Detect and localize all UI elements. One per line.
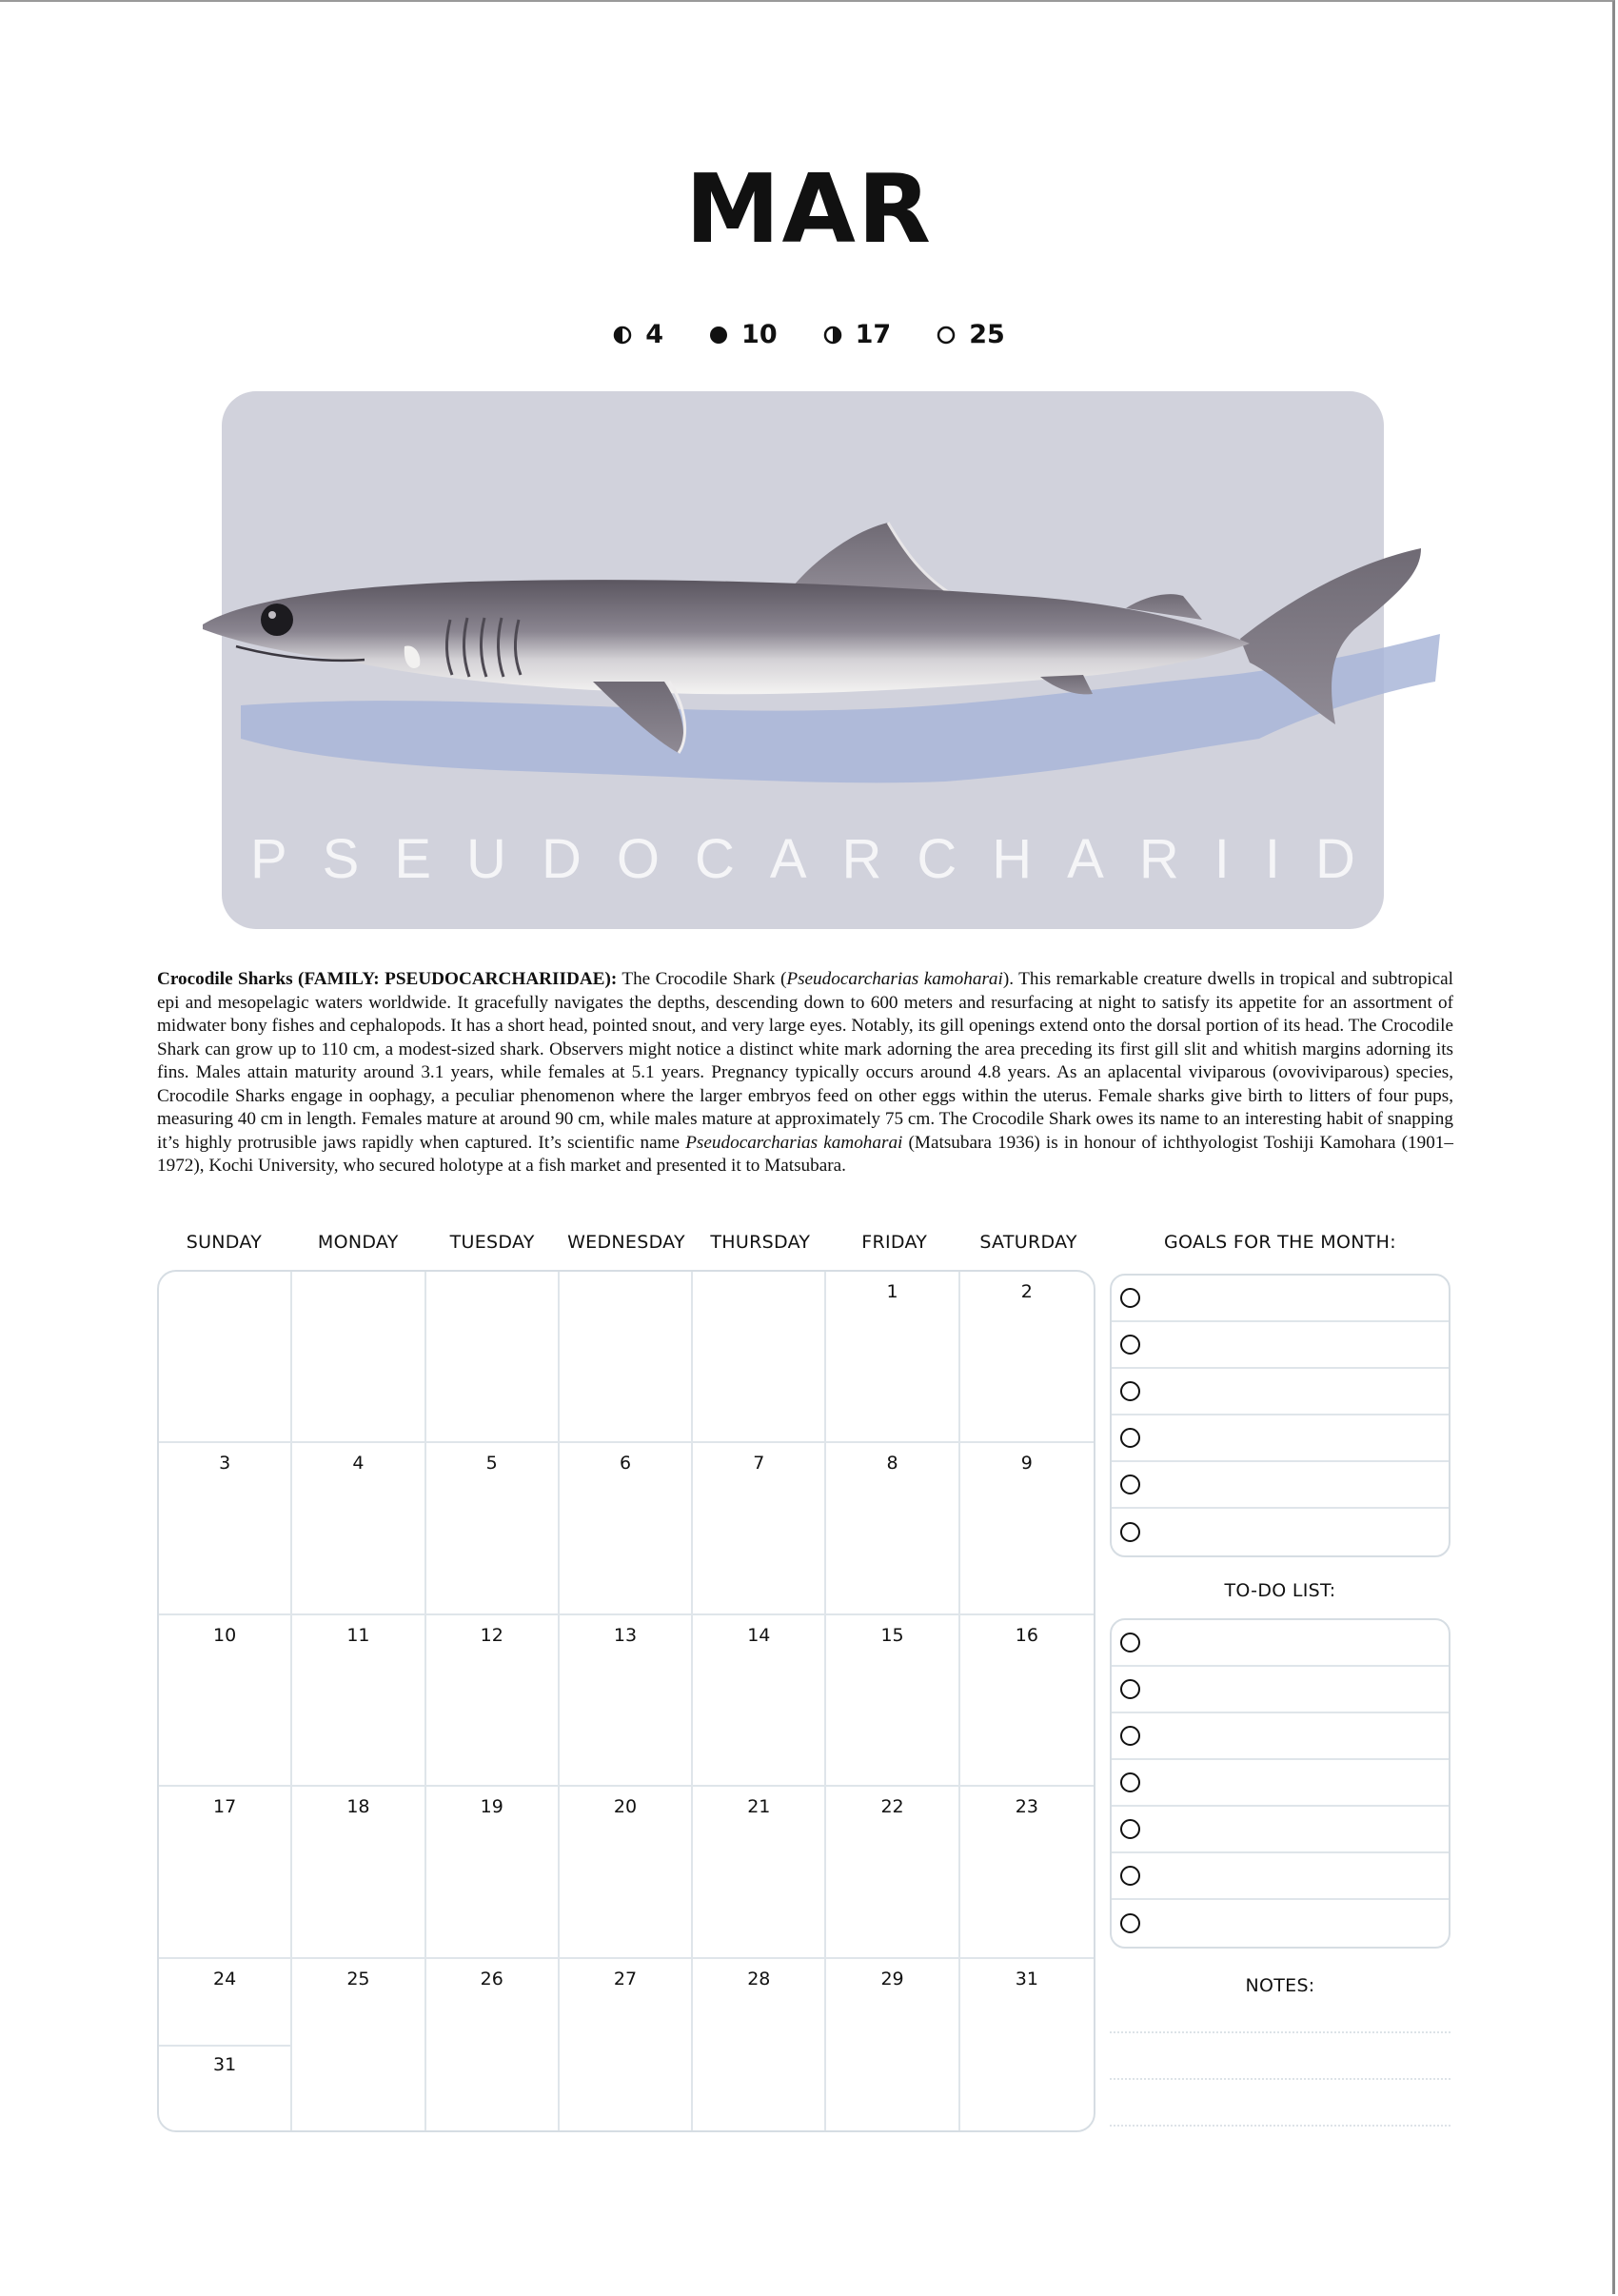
todo-row[interactable]	[1112, 1713, 1449, 1760]
calendar-day-cell[interactable]	[693, 1959, 826, 2130]
calendar-day-cell[interactable]	[960, 1272, 1094, 1443]
day-number: 2	[1020, 1281, 1033, 1302]
goal-row[interactable]	[1112, 1415, 1449, 1462]
calendar-day-cell[interactable]	[693, 1787, 826, 1958]
todo-title: TO-DO LIST:	[1224, 1580, 1336, 1601]
day-number: 31	[213, 2053, 237, 2075]
day-number: 31	[1015, 1968, 1038, 1989]
moon-phase-item	[613, 320, 663, 349]
calendar-day-cell[interactable]	[426, 1443, 560, 1614]
checkbox-circle-icon[interactable]	[1120, 1428, 1140, 1448]
day-number: 12	[480, 1624, 503, 1646]
calendar-grid	[157, 1270, 1095, 2132]
day-number: 15	[880, 1624, 904, 1646]
day-number: 18	[346, 1796, 370, 1818]
calendar-day-cell[interactable]	[826, 1272, 959, 1443]
day-number: 24	[213, 1968, 237, 1989]
weekday-label: WEDNESDAY	[567, 1232, 685, 1253]
checkbox-circle-icon[interactable]	[1120, 1288, 1140, 1308]
calendar-day-cell[interactable]	[560, 1443, 693, 1614]
calendar-day-cell[interactable]	[693, 1272, 826, 1443]
calendar-day-cell[interactable]	[960, 1443, 1094, 1614]
calendar-day-cell[interactable]	[560, 1615, 693, 1787]
moon-phase-day: 10	[741, 320, 778, 349]
full-moon-icon	[937, 326, 956, 345]
calendar-day-cell[interactable]	[426, 1959, 560, 2130]
day-number: 28	[747, 1968, 771, 1989]
calendar-day-cell[interactable]	[426, 1787, 560, 1958]
calendar-day-cell[interactable]	[159, 1272, 292, 1443]
goal-row[interactable]	[1112, 1276, 1449, 1322]
day-number: 19	[480, 1796, 503, 1818]
goal-row[interactable]	[1112, 1369, 1449, 1415]
checkbox-circle-icon[interactable]	[1120, 1726, 1140, 1746]
goal-row[interactable]	[1112, 1509, 1449, 1555]
day-number: 6	[619, 1453, 632, 1475]
cell-divider	[159, 2045, 290, 2047]
day-number: 23	[1015, 1796, 1038, 1818]
weekday-label: MONDAY	[317, 1232, 399, 1253]
checkbox-circle-icon[interactable]	[1120, 1633, 1140, 1653]
calendar-day-cell[interactable]	[960, 1615, 1094, 1787]
calendar-day-cell[interactable]	[292, 1787, 425, 1958]
checkbox-circle-icon[interactable]	[1120, 1772, 1140, 1792]
weekday-headers	[157, 1232, 1095, 1253]
calendar-day-cell[interactable]	[292, 1615, 425, 1787]
day-number: 29	[880, 1968, 904, 1989]
calendar-day-cell[interactable]	[693, 1443, 826, 1614]
checkbox-circle-icon[interactable]	[1120, 1866, 1140, 1886]
crocodile-shark-illustration	[165, 486, 1440, 801]
notes-line	[1110, 2078, 1450, 2080]
day-number: 22	[880, 1796, 904, 1818]
calendar-day-cell[interactable]	[159, 1959, 292, 2130]
hero-illustration	[222, 391, 1535, 929]
calendar-day-cell[interactable]	[292, 1272, 425, 1443]
notes-line	[1110, 2125, 1450, 2127]
species-name: Pseudocarcharias kamoharai	[786, 969, 1003, 989]
calendar-day-cell[interactable]	[159, 1443, 292, 1614]
day-number: 26	[480, 1968, 503, 1989]
day-number: 7	[753, 1453, 765, 1475]
day-number: 4	[352, 1453, 365, 1475]
checkbox-circle-icon[interactable]	[1120, 1819, 1140, 1839]
day-number: 27	[613, 1968, 638, 1989]
day-number: 5	[485, 1453, 498, 1475]
todo-row[interactable]	[1112, 1900, 1449, 1947]
calendar-day-cell[interactable]	[960, 1787, 1094, 1958]
day-number: 8	[886, 1453, 898, 1475]
description-text: (Matsubara 1936) is in honour of ichthyologist Toshiji Kamohara (1901–1972), Kochi University, who secured holotype at a fish market and presented it to Matsubara.	[157, 1132, 1453, 1176]
weekday-label: SATURDAY	[979, 1232, 1077, 1253]
day-number: 25	[346, 1968, 370, 1989]
todo-row[interactable]	[1112, 1667, 1449, 1713]
goal-row[interactable]	[1112, 1462, 1449, 1509]
checkbox-circle-icon[interactable]	[1120, 1913, 1140, 1933]
goals-title: GOALS FOR THE MONTH:	[1164, 1232, 1396, 1253]
todo-list	[1110, 1618, 1450, 1949]
calendar-day-cell[interactable]	[159, 1787, 292, 1958]
species-description	[157, 968, 1453, 1178]
day-number: 1	[886, 1281, 898, 1302]
description-heading: Crocodile Sharks (FAMILY: PSEUDOCARCHARIIDAE):	[157, 969, 618, 989]
weekday-label: FRIDAY	[861, 1232, 928, 1253]
calendar-day-cell[interactable]	[826, 1615, 959, 1787]
goal-row[interactable]	[1112, 1322, 1449, 1369]
last-quarter-moon-icon	[823, 326, 842, 345]
calendar-day-cell[interactable]	[292, 1443, 425, 1614]
notes-title: NOTES:	[1245, 1975, 1315, 1996]
moon-phase-day: 4	[645, 320, 664, 349]
calendar-day-cell[interactable]	[159, 1615, 292, 1787]
weekday-label: TUESDAY	[449, 1232, 535, 1253]
calendar-day-cell[interactable]	[426, 1272, 560, 1443]
day-number: 13	[613, 1624, 638, 1646]
description-text: The Crocodile Shark (	[617, 969, 787, 989]
family-watermark: PSEUDOCARCHARIIDAE	[250, 828, 1535, 890]
calendar-day-cell[interactable]	[292, 1959, 425, 2130]
checkbox-circle-icon[interactable]	[1120, 1522, 1140, 1542]
new-moon-icon	[709, 326, 728, 345]
checkbox-circle-icon[interactable]	[1120, 1381, 1140, 1401]
moon-phase-item	[823, 320, 892, 349]
todo-row[interactable]	[1112, 1853, 1449, 1900]
calendar-day-cell[interactable]	[826, 1959, 959, 2130]
goals-list	[1110, 1274, 1450, 1557]
todo-row[interactable]	[1112, 1760, 1449, 1807]
first-quarter-moon-icon	[613, 326, 632, 345]
day-number: 17	[213, 1796, 237, 1818]
calendar-day-cell[interactable]	[693, 1615, 826, 1787]
moon-phase-day: 25	[969, 320, 1005, 349]
calendar-day-cell[interactable]	[560, 1787, 693, 1958]
month-title: MAR	[685, 153, 933, 265]
day-number: 14	[747, 1624, 771, 1646]
todo-row[interactable]	[1112, 1807, 1449, 1853]
checkbox-circle-icon[interactable]	[1120, 1475, 1140, 1494]
day-number: 21	[747, 1796, 771, 1818]
calendar-day-cell[interactable]	[560, 1272, 693, 1443]
day-number: 16	[1015, 1624, 1038, 1646]
day-number: 20	[613, 1796, 638, 1818]
notes-line	[1110, 2031, 1450, 2033]
moon-phase-item	[937, 320, 1005, 349]
calendar-day-cell[interactable]	[560, 1959, 693, 2130]
checkbox-circle-icon[interactable]	[1120, 1679, 1140, 1699]
weekday-label: SUNDAY	[186, 1232, 263, 1253]
day-number: 9	[1020, 1453, 1033, 1475]
day-number: 3	[219, 1453, 231, 1475]
weekday-label: THURSDAY	[710, 1232, 811, 1253]
checkbox-circle-icon[interactable]	[1120, 1335, 1140, 1355]
description-text: ). This remarkable creature dwells in tropical and subtropical epi and mesopelagic waters worldwide. It gracefully navigates the depths, descending down to 600 meters and resurfacing at night to satisfy its appetite for an assortment of midwater bony fishes and cephalopods. It has a short head, pointed snout, and very large eyes. Notably, its gill openings extend onto the dorsal portion of its head. The Crocodile Shark can grow up to 110 cm, a modest-sized shark. Observers might notice a distinct white mark adorning the area preceding its first gill slit and whitish margins adorning its fins. Males attain maturity around 3.1 years, while females at 5.1 years. Pregnancy typically occurs around 4.8 years. As an aplacental viviparous (ovoviviparous) species, Crocodile Sharks engage in oophagy, a peculiar phenomenon where the larger embryos feed on other eggs within the uterus. Female sharks give birth to litters of four pups, measuring 40 cm in length. Females mature at around 90 cm, while males mature at approximately 75 cm. The Crocodile Shark owes its name to an interesting habit of snapping it’s highly protrusible jaws rapidly when captured. It’s scientific name	[157, 969, 1453, 1153]
calendar-day-cell[interactable]	[826, 1443, 959, 1614]
calendar-day-cell[interactable]	[826, 1787, 959, 1958]
species-name: Pseudocarcharias kamoharai	[685, 1132, 903, 1153]
moon-phase-item	[709, 320, 778, 349]
moon-phase-day: 17	[855, 320, 892, 349]
calendar-day-cell[interactable]	[426, 1615, 560, 1787]
day-number: 10	[213, 1624, 237, 1646]
todo-row[interactable]	[1112, 1620, 1449, 1667]
moon-phases	[0, 320, 1618, 349]
day-number: 11	[346, 1624, 370, 1646]
calendar-day-cell[interactable]	[960, 1959, 1094, 2130]
